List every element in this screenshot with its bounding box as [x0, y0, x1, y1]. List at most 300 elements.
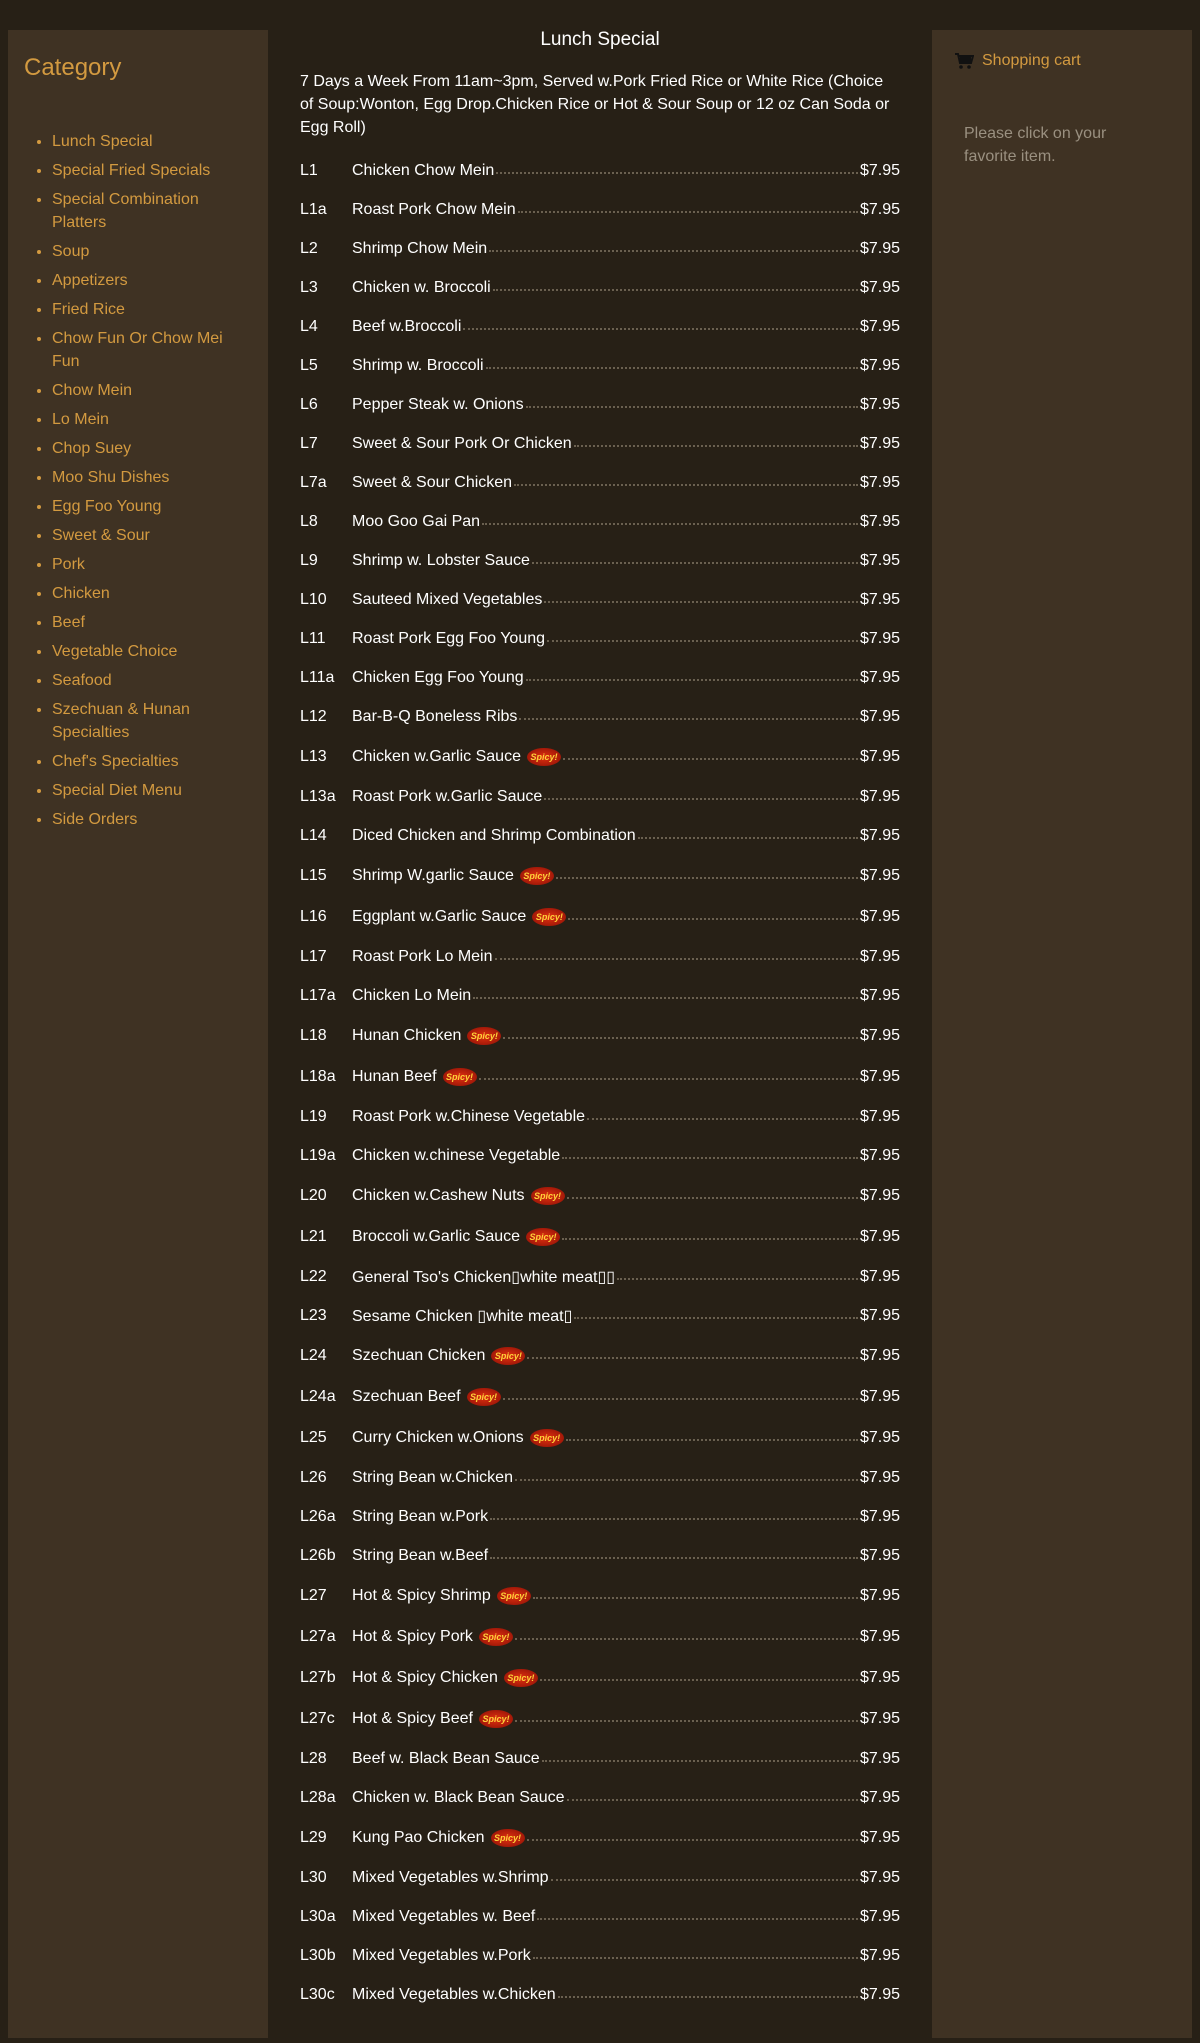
item-code: L13a	[300, 787, 336, 805]
item-price: $7.95	[859, 747, 900, 765]
item-price: $7.95	[859, 1346, 900, 1364]
category-item[interactable]	[52, 582, 252, 605]
item-name: String Bean w.Beef	[352, 1546, 489, 1564]
category-item[interactable]	[52, 640, 252, 663]
item-code: L17a	[300, 986, 336, 1004]
item-price: $7.95	[859, 473, 900, 491]
item-name: Kung Pao Chicken	[352, 1828, 485, 1846]
menu-item[interactable]	[300, 1817, 900, 1858]
dotted-leader	[527, 1839, 858, 1841]
item-price: $7.95	[859, 707, 900, 725]
item-code: L15	[300, 866, 327, 884]
menu-item[interactable]	[300, 1216, 900, 1257]
item-code: L30	[300, 1868, 327, 1886]
dotted-leader	[495, 958, 858, 960]
category-link[interactable]: Soup	[52, 243, 90, 260]
item-code: L24a	[300, 1387, 336, 1405]
category-link[interactable]: Chef's Specialties	[52, 753, 179, 770]
category-link[interactable]: Special Combination Platters	[52, 191, 199, 231]
spicy-badge-icon: Spicy!	[504, 1669, 538, 1687]
dotted-leader	[544, 601, 858, 603]
dotted-leader	[482, 523, 858, 525]
item-code: L11	[300, 629, 326, 647]
item-name: Szechuan Chicken	[352, 1346, 486, 1364]
spicy-badge-icon: Spicy!	[491, 1829, 525, 1847]
dotted-leader	[544, 798, 858, 800]
spicy-badge-icon: Spicy!	[491, 1347, 525, 1365]
dotted-leader	[527, 1357, 858, 1359]
category-link[interactable]: Special Diet Menu	[52, 782, 182, 799]
menu-item[interactable]	[300, 1936, 900, 1975]
category-item[interactable]	[52, 408, 252, 431]
spicy-badge-icon: Spicy!	[526, 1228, 560, 1246]
menu-item[interactable]	[300, 1097, 900, 1136]
category-link[interactable]: Egg Foo Young	[52, 498, 162, 515]
item-name: Sesame Chicken ▯white meat▯	[352, 1307, 573, 1325]
item-name: Hot & Spicy Pork	[352, 1627, 473, 1645]
menu-section	[268, 30, 932, 2014]
category-item[interactable]	[52, 159, 252, 182]
item-price: $7.95	[859, 907, 900, 925]
item-price: $7.95	[859, 947, 900, 965]
item-code: L10	[300, 590, 327, 608]
dotted-leader	[562, 1157, 858, 1159]
menu-item[interactable]	[300, 1575, 900, 1616]
item-name: Szechuan Beef	[352, 1387, 461, 1405]
menu-item[interactable]	[300, 1975, 900, 2014]
menu-item[interactable]	[300, 1698, 900, 1739]
item-price: $7.95	[859, 668, 900, 686]
shopping-cart-header[interactable]	[954, 52, 1081, 70]
menu-item[interactable]	[300, 976, 900, 1015]
spicy-badge-icon: Spicy!	[479, 1710, 513, 1728]
item-price: $7.95	[859, 278, 900, 296]
category-link[interactable]: Lo Mein	[52, 411, 109, 428]
item-price: $7.95	[859, 590, 900, 608]
item-name: Mixed Vegetables w.Pork	[352, 1946, 531, 1964]
spicy-badge-icon: Spicy!	[531, 1187, 565, 1205]
item-price: $7.95	[859, 1227, 900, 1245]
category-heading: Category	[24, 54, 122, 81]
item-name: Roast Pork Egg Foo Young	[352, 629, 546, 647]
category-item[interactable]	[52, 495, 252, 518]
menu-item[interactable]	[300, 736, 900, 777]
item-name: Chicken Chow Mein	[352, 161, 495, 179]
menu-item[interactable]	[300, 268, 900, 307]
item-price: $7.95	[859, 629, 900, 647]
spicy-badge-icon: Spicy!	[467, 1388, 501, 1406]
item-code: L30a	[300, 1907, 336, 1925]
dotted-leader	[473, 997, 858, 999]
category-link[interactable]: Fried Rice	[52, 301, 125, 318]
dotted-leader	[566, 1439, 858, 1441]
item-price: $7.95	[859, 356, 900, 374]
category-link[interactable]: Chicken	[52, 585, 110, 602]
item-name: Shrimp w. Broccoli	[352, 356, 484, 374]
dotted-leader	[617, 1278, 858, 1280]
item-code: L4	[300, 317, 318, 335]
dotted-leader	[533, 1957, 858, 1959]
menu-item[interactable]	[300, 1458, 900, 1497]
item-code: L26b	[300, 1546, 336, 1564]
item-price: $7.95	[859, 512, 900, 530]
dotted-leader	[556, 877, 858, 879]
item-name: Curry Chicken w.Onions	[352, 1428, 524, 1446]
menu-item[interactable]	[300, 855, 900, 896]
item-name: Mixed Vegetables w.Shrimp	[352, 1868, 549, 1886]
menu-item[interactable]	[300, 229, 900, 268]
menu-item[interactable]	[300, 424, 900, 463]
item-name: Chicken w. Black Bean Sauce	[352, 1788, 565, 1806]
item-price: $7.95	[859, 1907, 900, 1925]
menu-item[interactable]	[300, 1175, 900, 1216]
menu-item[interactable]	[300, 777, 900, 816]
item-code: L6	[300, 395, 318, 413]
dotted-leader	[518, 211, 858, 213]
dotted-leader	[490, 1557, 858, 1559]
item-name: Broccoli w.Garlic Sauce	[352, 1227, 521, 1245]
item-code: L21	[300, 1227, 327, 1245]
item-name: Roast Pork Lo Mein	[352, 947, 493, 965]
item-code: L17	[300, 947, 327, 965]
menu-item[interactable]	[300, 1417, 900, 1458]
shopping-cart-title: Shopping cart	[982, 52, 1081, 69]
item-name: Pepper Steak w. Onions	[352, 395, 524, 413]
item-code: L14	[300, 826, 327, 844]
item-price: $7.95	[859, 1709, 900, 1727]
item-price: $7.95	[859, 1788, 900, 1806]
item-code: L11a	[300, 668, 335, 686]
item-price: $7.95	[859, 1985, 900, 2003]
item-name: Chicken w.Garlic Sauce	[352, 747, 521, 765]
menu-item[interactable]	[300, 816, 900, 855]
item-code: L1	[300, 161, 318, 179]
dotted-leader	[574, 445, 858, 447]
category-sidebar	[8, 30, 268, 2038]
dotted-leader	[567, 1799, 858, 1801]
item-price: $7.95	[859, 434, 900, 452]
dotted-leader	[490, 1518, 858, 1520]
item-name: Moo Goo Gai Pan	[352, 512, 481, 530]
menu-item[interactable]	[300, 346, 900, 385]
item-code: L27b	[300, 1668, 336, 1686]
item-price: $7.95	[859, 1749, 900, 1767]
item-name: Bar-B-Q Boneless Ribs	[352, 707, 518, 725]
item-name: Hot & Spicy Beef	[352, 1709, 473, 1727]
item-name: Beef w.Broccoli	[352, 317, 462, 335]
item-code: L20	[300, 1186, 327, 1204]
category-item[interactable]	[52, 379, 252, 402]
menu-item[interactable]	[300, 1296, 900, 1335]
menu-item[interactable]	[300, 1536, 900, 1575]
item-name: Eggplant w.Garlic Sauce	[352, 907, 527, 925]
category-link[interactable]: Moo Shu Dishes	[52, 469, 170, 486]
category-item[interactable]	[52, 553, 252, 576]
spicy-badge-icon: Spicy!	[527, 748, 561, 766]
dotted-leader	[547, 640, 858, 642]
menu-item[interactable]	[300, 1335, 900, 1376]
category-link[interactable]: Side Orders	[52, 811, 138, 828]
item-name: Chicken w.Cashew Nuts	[352, 1186, 525, 1204]
spicy-badge-icon: Spicy!	[443, 1068, 477, 1086]
menu-list	[300, 151, 900, 2014]
menu-item[interactable]	[300, 1497, 900, 1536]
category-item[interactable]	[52, 130, 252, 153]
menu-item[interactable]	[300, 1257, 900, 1296]
item-price: $7.95	[859, 1428, 900, 1446]
item-code: L7	[300, 434, 318, 452]
item-name: Hunan Beef	[352, 1067, 437, 1085]
category-item[interactable]	[52, 524, 252, 547]
item-code: L25	[300, 1428, 327, 1446]
item-code: L29	[300, 1828, 327, 1846]
item-name: Roast Pork w.Garlic Sauce	[352, 787, 543, 805]
item-price: $7.95	[859, 1186, 900, 1204]
item-price: $7.95	[859, 1026, 900, 1044]
section-title: Lunch Special	[540, 29, 660, 50]
section-description: 7 Days a Week From 11am~3pm, Served w.Pork Fried Rice or White Rice (Choice of Soup:Wonton, Egg Drop.Chicken Rice or Hot & Sour Soup or 12 oz Can Soda or Egg Roll)	[300, 73, 890, 136]
dotted-leader	[515, 1638, 858, 1640]
dotted-leader	[526, 679, 858, 681]
item-code: L28a	[300, 1788, 336, 1806]
category-link[interactable]: Chop Suey	[52, 440, 132, 457]
category-item[interactable]	[52, 698, 252, 744]
item-price: $7.95	[859, 1067, 900, 1085]
dotted-leader	[519, 718, 858, 720]
item-price: $7.95	[859, 161, 900, 179]
dotted-leader	[479, 1078, 858, 1080]
menu-item[interactable]	[300, 1616, 900, 1657]
dotted-leader	[537, 1918, 858, 1920]
item-code: L12	[300, 707, 327, 725]
item-price: $7.95	[859, 986, 900, 1004]
menu-item[interactable]	[300, 502, 900, 541]
menu-item[interactable]	[300, 1897, 900, 1936]
shopping-cart-icon	[954, 52, 974, 70]
dotted-leader	[567, 1197, 858, 1199]
menu-item[interactable]	[300, 1056, 900, 1097]
category-link[interactable]: Appetizers	[52, 272, 128, 289]
menu-item[interactable]	[300, 307, 900, 346]
spicy-badge-icon: Spicy!	[530, 1429, 564, 1447]
category-list	[8, 130, 252, 837]
item-name: Sauteed Mixed Vegetables	[352, 590, 543, 608]
category-item[interactable]	[52, 269, 252, 292]
menu-item[interactable]	[300, 1376, 900, 1417]
item-code: L19	[300, 1107, 327, 1125]
item-price: $7.95	[859, 1946, 900, 1964]
dotted-leader	[515, 1479, 858, 1481]
item-name: Diced Chicken and Shrimp Combination	[352, 826, 636, 844]
category-item[interactable]	[52, 240, 252, 263]
item-name: Shrimp w. Lobster Sauce	[352, 551, 530, 569]
spicy-badge-icon: Spicy!	[497, 1587, 531, 1605]
category-item[interactable]	[52, 188, 252, 234]
dotted-leader	[540, 1679, 858, 1681]
menu-item[interactable]	[300, 580, 900, 619]
item-code: L23	[300, 1306, 327, 1324]
item-code: L28	[300, 1749, 327, 1767]
item-code: L18	[300, 1026, 327, 1044]
item-name: Hot & Spicy Shrimp	[352, 1586, 491, 1604]
dotted-leader	[568, 918, 858, 920]
category-link[interactable]: Special Fried Specials	[52, 162, 211, 179]
item-name: Hunan Chicken	[352, 1026, 462, 1044]
item-price: $7.95	[859, 1468, 900, 1486]
item-price: $7.95	[859, 1387, 900, 1405]
item-code: L27	[300, 1586, 327, 1604]
item-price: $7.95	[859, 1627, 900, 1645]
menu-item[interactable]	[300, 151, 900, 190]
item-name: Mixed Vegetables w.Chicken	[352, 1985, 556, 2003]
item-name: Sweet & Sour Chicken	[352, 473, 513, 491]
category-link[interactable]: Chow Fun Or Chow Mei Fun	[52, 330, 223, 370]
item-code: L26a	[300, 1507, 336, 1525]
dotted-leader	[587, 1118, 858, 1120]
item-name: Hot & Spicy Chicken	[352, 1668, 498, 1686]
item-code: L1a	[300, 200, 327, 218]
item-name: General Tso's Chicken▯white meat▯▯	[352, 1268, 616, 1286]
dotted-leader	[503, 1398, 858, 1400]
item-name: Chicken w.chinese Vegetable	[352, 1146, 561, 1164]
menu-item[interactable]	[300, 619, 900, 658]
item-name: Chicken w. Broccoli	[352, 278, 491, 296]
item-price: $7.95	[859, 551, 900, 569]
dotted-leader	[533, 1597, 858, 1599]
item-name: Shrimp Chow Mein	[352, 239, 488, 257]
item-name: Beef w. Black Bean Sauce	[352, 1749, 540, 1767]
dotted-leader	[463, 328, 858, 330]
category-item[interactable]	[52, 611, 252, 634]
dotted-leader	[574, 1317, 858, 1319]
dotted-leader	[514, 484, 858, 486]
item-code: L30c	[300, 1985, 335, 2003]
category-item[interactable]	[52, 750, 252, 773]
item-name: Chicken Lo Mein	[352, 986, 472, 1004]
category-link[interactable]: Szechuan & Hunan Specialties	[52, 701, 190, 741]
item-price: $7.95	[859, 787, 900, 805]
category-link[interactable]: Vegetable Choice	[52, 643, 178, 660]
category-item[interactable]	[52, 327, 252, 373]
dotted-leader	[551, 1879, 858, 1881]
item-price: $7.95	[859, 395, 900, 413]
spicy-badge-icon: Spicy!	[520, 867, 554, 885]
item-code: L7a	[300, 473, 327, 491]
menu-item[interactable]	[300, 1657, 900, 1698]
item-code: L2	[300, 239, 318, 257]
menu-item[interactable]	[300, 1015, 900, 1056]
category-item[interactable]	[52, 466, 252, 489]
item-name: Roast Pork w.Chinese Vegetable	[352, 1107, 586, 1125]
dotted-leader	[496, 172, 858, 174]
menu-item[interactable]	[300, 1136, 900, 1175]
item-name: Sweet & Sour Pork Or Chicken	[352, 434, 572, 452]
menu-item[interactable]	[300, 658, 900, 697]
item-price: $7.95	[859, 1546, 900, 1564]
item-code: L26	[300, 1468, 327, 1486]
category-link[interactable]: Lunch Special	[52, 133, 153, 150]
item-code: L30b	[300, 1946, 336, 1964]
category-link[interactable]: Pork	[52, 556, 85, 573]
category-link[interactable]: Beef	[52, 614, 85, 631]
item-name: String Bean w.Chicken	[352, 1468, 513, 1486]
item-price: $7.95	[859, 826, 900, 844]
menu-item[interactable]	[300, 1778, 900, 1817]
category-link[interactable]: Chow Mein	[52, 382, 133, 399]
item-price: $7.95	[859, 1146, 900, 1164]
dotted-leader	[526, 406, 858, 408]
dotted-leader	[562, 1238, 858, 1240]
item-price: $7.95	[859, 1586, 900, 1604]
menu-item[interactable]	[300, 463, 900, 502]
category-item[interactable]	[52, 298, 252, 321]
item-code: L13	[300, 747, 327, 765]
item-name: String Bean w.Pork	[352, 1507, 489, 1525]
item-price: $7.95	[859, 1668, 900, 1686]
menu-item[interactable]	[300, 541, 900, 580]
category-item[interactable]	[52, 437, 252, 460]
item-name: Chicken Egg Foo Young	[352, 668, 524, 686]
dotted-leader	[515, 1720, 858, 1722]
item-code: L9	[300, 551, 318, 569]
menu-item[interactable]	[300, 896, 900, 937]
item-price: $7.95	[859, 1267, 900, 1285]
menu-item[interactable]	[300, 385, 900, 424]
cart-empty-message: Please click on your favorite item.	[964, 125, 1107, 165]
item-code: L27a	[300, 1627, 336, 1645]
dotted-leader	[489, 250, 858, 252]
spicy-badge-icon: Spicy!	[479, 1628, 513, 1646]
item-price: $7.95	[859, 1306, 900, 1324]
category-item[interactable]	[52, 808, 252, 831]
item-price: $7.95	[859, 1828, 900, 1846]
item-price: $7.95	[859, 1107, 900, 1125]
item-price: $7.95	[859, 317, 900, 335]
item-code: L24	[300, 1346, 327, 1364]
dotted-leader	[486, 367, 858, 369]
item-name: Shrimp W.garlic Sauce	[352, 866, 514, 884]
item-price: $7.95	[859, 239, 900, 257]
dotted-leader	[542, 1760, 858, 1762]
item-code: L27c	[300, 1709, 335, 1727]
dotted-leader	[558, 1996, 858, 1998]
item-price: $7.95	[859, 866, 900, 884]
menu-item[interactable]	[300, 937, 900, 976]
category-item[interactable]	[52, 779, 252, 802]
dotted-leader	[503, 1037, 858, 1039]
dotted-leader	[532, 562, 858, 564]
menu-item[interactable]	[300, 1739, 900, 1778]
menu-item[interactable]	[300, 1858, 900, 1897]
item-code: L5	[300, 356, 318, 374]
dotted-leader	[493, 289, 858, 291]
item-code: L8	[300, 512, 318, 530]
item-code: L19a	[300, 1146, 336, 1164]
item-price: $7.95	[859, 1868, 900, 1886]
spicy-badge-icon: Spicy!	[467, 1027, 501, 1045]
menu-item[interactable]	[300, 190, 900, 229]
dotted-leader	[563, 758, 858, 760]
spicy-badge-icon: Spicy!	[532, 908, 566, 926]
item-code: L18a	[300, 1067, 336, 1085]
category-link[interactable]: Seafood	[52, 672, 112, 689]
menu-item[interactable]	[300, 697, 900, 736]
item-name: Roast Pork Chow Mein	[352, 200, 516, 218]
category-item[interactable]	[52, 669, 252, 692]
item-name: Mixed Vegetables w. Beef	[352, 1907, 536, 1925]
category-link[interactable]: Sweet & Sour	[52, 527, 150, 544]
item-code: L16	[300, 907, 327, 925]
